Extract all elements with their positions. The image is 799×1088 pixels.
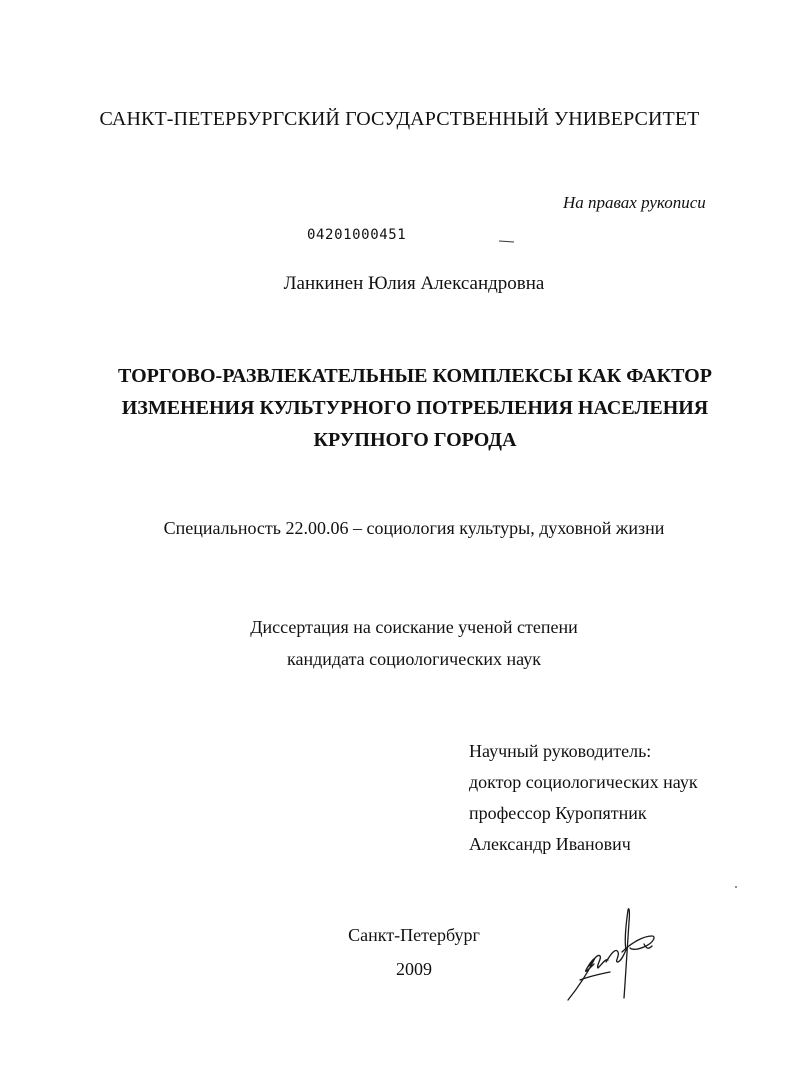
title-line-2: ИЗМЕНЕНИЯ КУЛЬТУРНОГО ПОТРЕБЛЕНИЯ НАСЕЛЕНИЯ — [121, 397, 709, 419]
specialty-line: Специальность 22.00.06 – социология культуры, духовной жизни — [163, 518, 665, 538]
degree-statement — [0, 611, 799, 675]
advisor-line-4: Александр Иванович — [469, 834, 631, 854]
year: 2009 — [396, 959, 432, 979]
degree-line-1: Диссертация на соискание ученой степени — [250, 617, 578, 637]
handwritten-signature — [560, 900, 670, 1010]
author-name: Ланкинен Юлия Александровна — [283, 273, 545, 294]
city: Санкт-Петербург — [348, 925, 480, 945]
title-line-3: КРУПНОГО ГОРОДА — [313, 429, 517, 451]
university-name: САНКТ-ПЕТЕРБУРГСКИЙ ГОСУДАРСТВЕННЫЙ УНИВЕРСИТЕТ — [99, 108, 700, 130]
dissertation-title — [0, 360, 799, 456]
advisor-line-1: Научный руководитель: — [469, 741, 652, 761]
catalog-dash-mark — [499, 240, 514, 242]
advisor-line-2: доктор социологических наук — [469, 772, 698, 792]
advisor-line-3: профессор Куропятник — [469, 803, 647, 823]
degree-line-2: кандидата социологических наук — [287, 649, 541, 669]
scientific-advisor — [469, 736, 698, 860]
scan-speck — [735, 886, 737, 888]
catalog-number: 04201000451 — [307, 227, 407, 243]
rights-note: На правах рукописи — [563, 193, 706, 212]
title-line-1: ТОРГОВО-РАЗВЛЕКАТЕЛЬНЫЕ КОМПЛЕКСЫ КАК ФАКТОР — [118, 365, 712, 387]
